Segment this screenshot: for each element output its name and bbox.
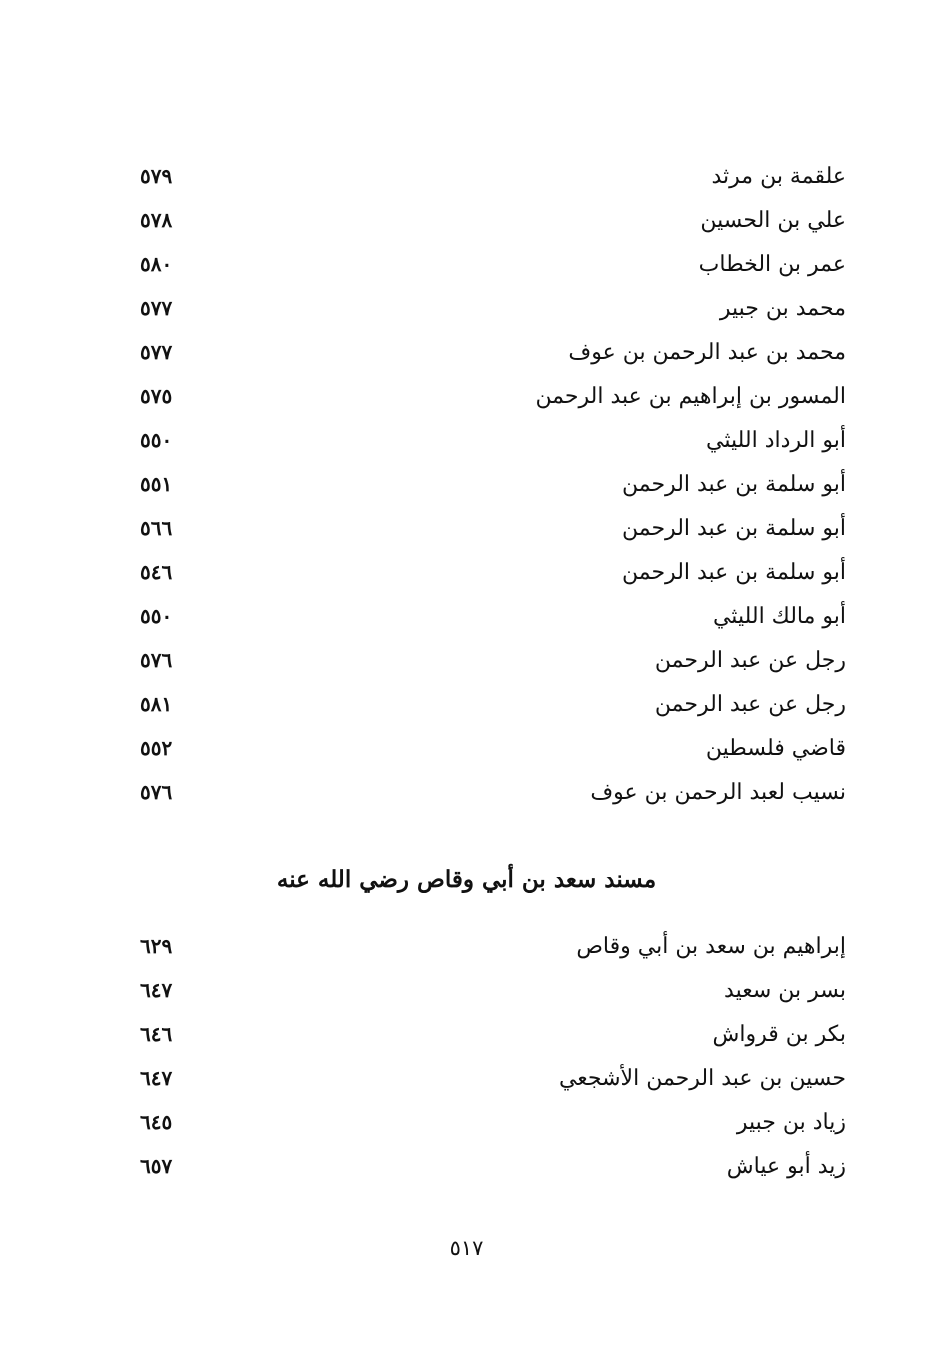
- index-entry: [140, 420, 846, 460]
- entry-page: ٥٧٦: [140, 780, 173, 804]
- entry-page: ٦٤٦: [140, 1022, 173, 1046]
- index-entry: [140, 552, 846, 592]
- page-number: ٥١٧: [449, 1236, 484, 1260]
- index-entry: [140, 772, 846, 812]
- entry-page: ٥٧٧: [140, 296, 173, 320]
- entry-page: ٥٧٨: [140, 208, 173, 232]
- entry-name: حسين بن عبد الرحمن الأشجعي: [558, 1065, 846, 1091]
- entry-name: قاضي فلسطين: [705, 735, 846, 761]
- entry-name: نسيب لعبد الرحمن بن عوف: [590, 779, 846, 805]
- index-entry: [140, 1146, 846, 1186]
- entry-name: إبراهيم بن سعد بن أبي وقاص: [576, 933, 846, 959]
- entry-page: ٥٥٠: [140, 428, 173, 452]
- entry-name: علي بن الحسين: [700, 207, 846, 233]
- entry-page: ٦٤٧: [140, 978, 173, 1002]
- entry-page: ٥٥١: [140, 472, 173, 496]
- index-entry: [140, 332, 846, 372]
- entry-name: محمد بن جبير: [719, 295, 846, 321]
- entry-page: ٦٤٧: [140, 1066, 173, 1090]
- index-entry: [140, 508, 846, 548]
- entry-name: محمد بن عبد الرحمن بن عوف: [568, 339, 846, 365]
- entry-name: أبو سلمة بن عبد الرحمن: [621, 559, 846, 585]
- entry-name: بسر بن سعيد: [724, 977, 846, 1003]
- entry-page: ٥٨١: [140, 692, 173, 716]
- index-entry: [140, 926, 846, 966]
- entry-name: أبو مالك الليثي: [712, 603, 846, 629]
- entry-name: رجل عن عبد الرحمن: [654, 647, 846, 673]
- index-entry: [140, 156, 846, 196]
- entry-name: رجل عن عبد الرحمن: [654, 691, 846, 717]
- index-entry: [140, 1058, 846, 1098]
- entry-page: ٥٧٩: [140, 164, 173, 188]
- entry-name: علقمة بن مرثد: [711, 163, 846, 189]
- entry-page: ٦٢٩: [140, 934, 173, 958]
- entry-page: ٥٨٠: [140, 252, 173, 276]
- index-entry: [140, 1102, 846, 1142]
- entry-page: ٦٤٥: [140, 1110, 173, 1134]
- entry-name: أبو سلمة بن عبد الرحمن: [621, 515, 846, 541]
- entry-name: أبو الرداد الليثي: [706, 427, 846, 453]
- entry-page: ٥٦٦: [140, 516, 173, 540]
- entry-name: أبو سلمة بن عبد الرحمن: [621, 471, 846, 497]
- index-entry: [140, 640, 846, 680]
- entry-name: بكر بن قرواش: [712, 1021, 846, 1047]
- entry-name: عمر بن الخطاب: [698, 251, 846, 277]
- index-entry: [140, 728, 846, 768]
- entry-page: ٥٧٥: [140, 384, 173, 408]
- entry-name: المسور بن إبراهيم بن عبد الرحمن: [535, 383, 846, 409]
- index-entry: [140, 596, 846, 636]
- index-entry: [140, 244, 846, 284]
- entry-page: ٥٧٦: [140, 648, 173, 672]
- index-entry: [140, 970, 846, 1010]
- index-entry: [140, 200, 846, 240]
- entry-page: ٥٧٧: [140, 340, 173, 364]
- entry-page: ٦٥٧: [140, 1154, 173, 1178]
- entry-page: ٥٤٦: [140, 560, 173, 584]
- entry-page: ٥٥٠: [140, 604, 173, 628]
- index-entry: [140, 288, 846, 328]
- index-entry: [140, 684, 846, 724]
- section-heading: مسند سعد بن أبي وقاص رضي الله عنه: [276, 866, 657, 893]
- index-entry: [140, 464, 846, 504]
- index-entry: [140, 376, 846, 416]
- entry-name: زياد بن جبير: [736, 1109, 846, 1135]
- index-entry: [140, 1014, 846, 1054]
- entry-page: ٥٥٢: [140, 736, 173, 760]
- entry-name: زيد أبو عياش: [726, 1153, 846, 1179]
